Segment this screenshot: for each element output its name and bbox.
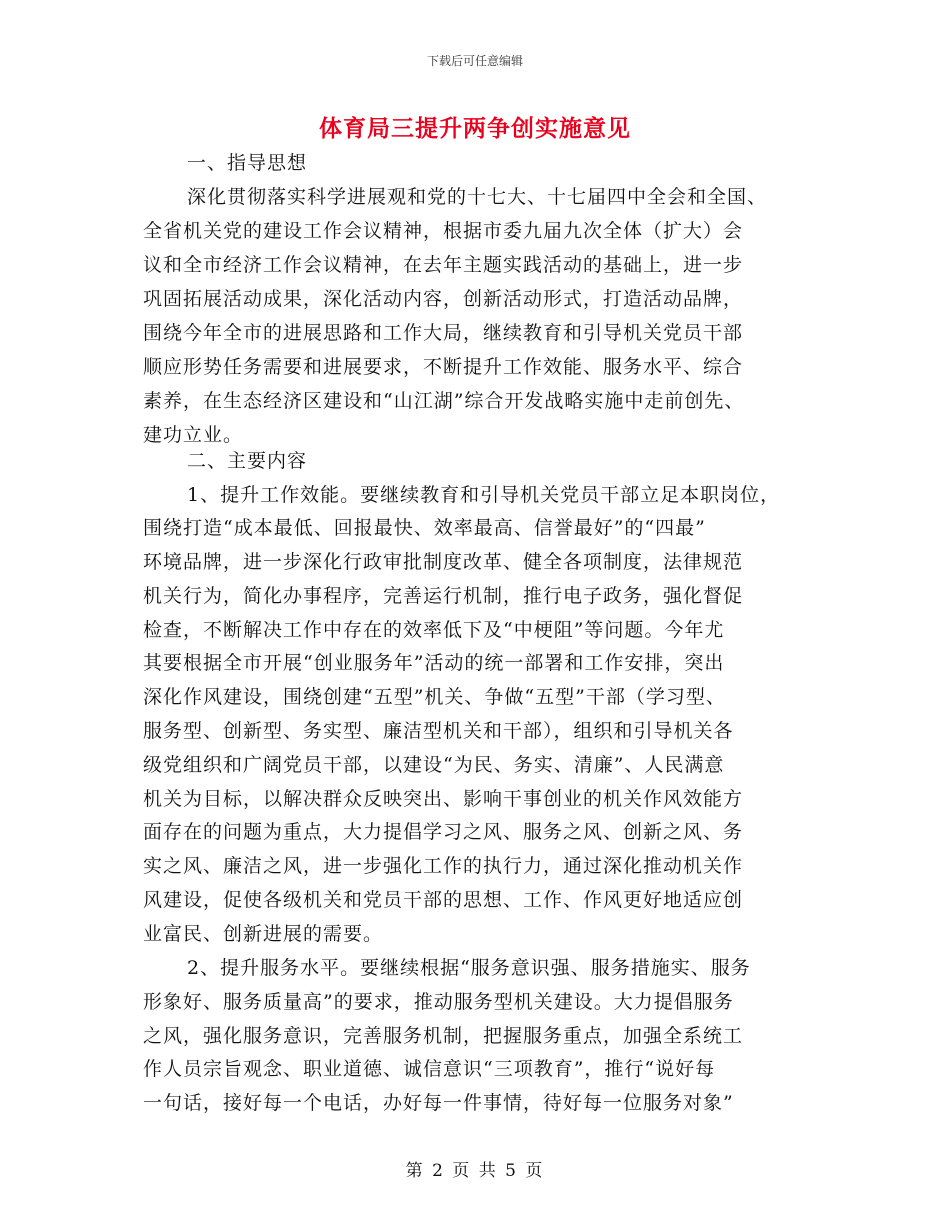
body-line: 素养，在生态经济区建设和“山江湖”综合开发战略实施中走前创先、 — [143, 390, 745, 412]
body-line: 一句话，接好每一个电话，办好每一件事情，待好每一位服务对象” — [143, 1092, 734, 1114]
body-line: 建功立业。 — [143, 424, 244, 446]
body-line: 巩固拓展活动成果，深化活动内容，创新活动形式，打造活动品牌， — [143, 288, 744, 310]
body-line: 机关行为，简化办事程序，完善运行机制，推行电子政务，强化督促 — [143, 585, 744, 607]
body-line: 面存在的问题为重点，大力提倡学习之风、服务之风、创新之风、务 — [143, 821, 744, 843]
body-line: 围绕打造“成本最低、回报最快、效率最高、信誉最好”的“四最” — [143, 517, 706, 539]
body-line: 全省机关党的建设工作会议精神，根据市委九届九次全体（扩大）会 — [143, 220, 744, 242]
body-line: 深化作风建设，围绕创建“五型”机关、争做“五型”干部（学习型、 — [143, 686, 726, 708]
body-line: 之风，强化服务意识，完善服务机制，把握服务重点，加强全系统工 — [143, 1025, 744, 1047]
body-line: 环境品牌，进一步深化行政审批制度改革、健全各项制度，法律规范 — [143, 551, 744, 573]
body-line: 机关为目标，以解决群众反映突出、影响干事创业的机关作风效能方 — [143, 788, 744, 810]
body-line: 2、提升服务水平。要继续根据“服务意识强、服务措施实、服务 — [187, 957, 751, 979]
body-line: 级党组织和广阔党员干部，以建设“为民、务实、清廉”、人民满意 — [143, 754, 725, 776]
document-title: 体育局三提升两争创实施意见 — [319, 115, 631, 142]
header-note: 下载后可任意编辑 — [426, 54, 523, 68]
body-line: 1、提升工作效能。要继续教育和引导机关党员干部立足本职岗位， — [187, 484, 781, 506]
body-line: 业富民、创新进展的需要。 — [143, 923, 384, 945]
body-line: 检查，不断解决工作中存在的效率低下及“中梗阻”等问题。今年尤 — [143, 619, 725, 641]
body-line: 围绕今年全市的进展思路和工作大局，继续教育和引导机关党员干部 — [143, 322, 744, 344]
body-line: 风建设，促使各级机关和党员干部的思想、工作、作风更好地适应创 — [143, 889, 744, 911]
body-line: 顺应形势任务需要和进展要求，不断提升工作效能、服务水平、综合 — [143, 356, 744, 378]
heading-guiding-thought: 一、指导思想 — [187, 152, 308, 174]
body-line: 其要根据全市开展“创业服务年”活动的统一部署和工作安排，突出 — [143, 652, 725, 674]
body-line: 议和全市经济工作会议精神，在去年主题实践活动的基础上，进一步 — [143, 254, 744, 276]
body-line: 形象好、服务质量高”的要求，推动服务型机关建设。大力提倡服务 — [143, 991, 734, 1013]
page-footer: 第 2 页 共 5 页 — [405, 1161, 545, 1181]
body-line: 实之风、廉洁之风，进一步强化工作的执行力，通过深化推动机关作 — [143, 855, 744, 877]
body-line: 服务型、创新型、务实型、廉洁型机关和干部），组织和引导机关各 — [143, 720, 734, 742]
heading-main-content: 二、主要内容 — [187, 450, 308, 472]
body-line: 作人员宗旨观念、职业道德、诚信意识“三项教育”，推行“说好每 — [143, 1058, 716, 1080]
body-line: 深化贯彻落实科学进展观和党的十七大、十七届四中全会和全国、 — [187, 186, 768, 208]
